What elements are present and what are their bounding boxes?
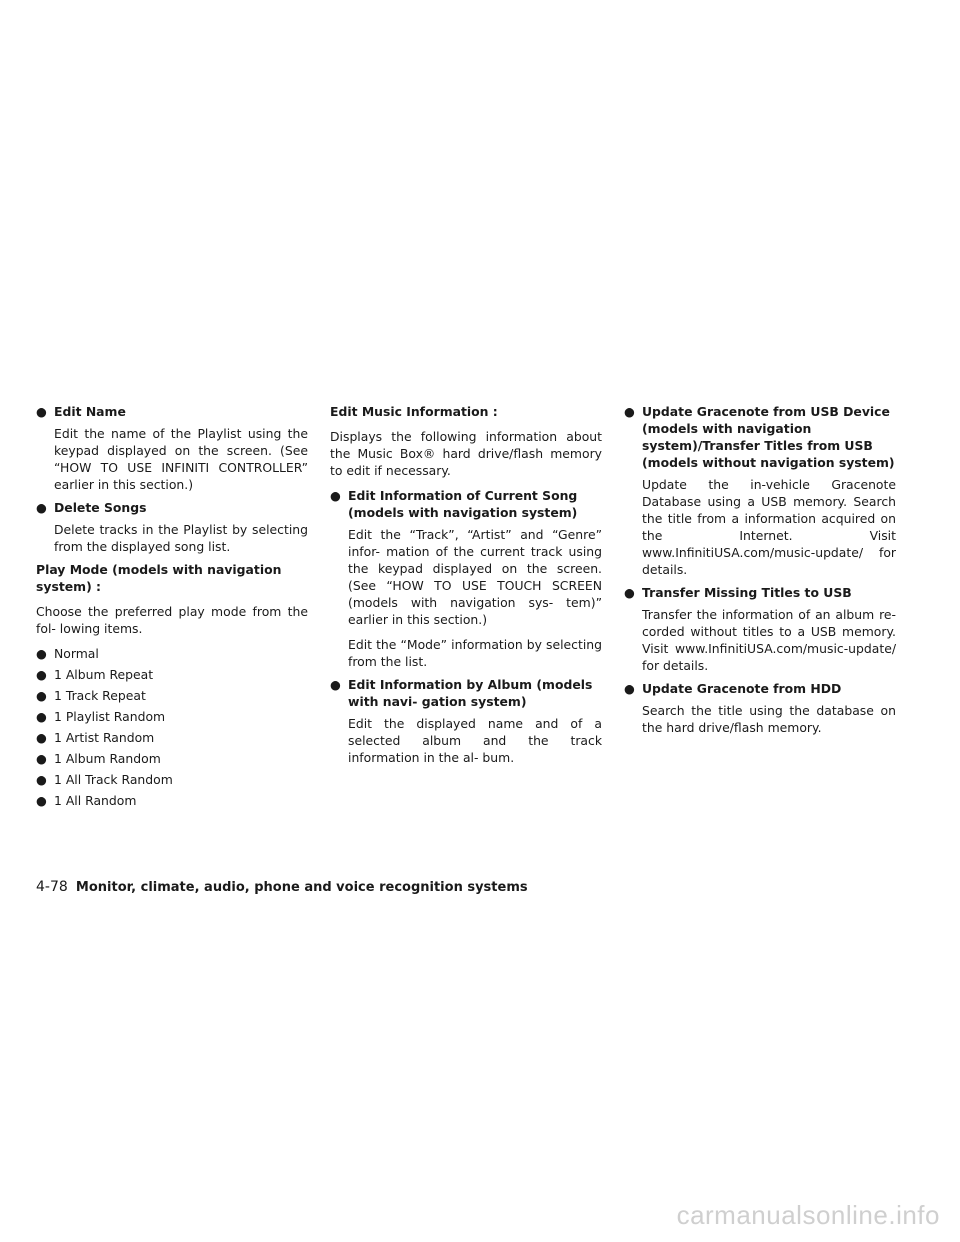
- item-description: Update the in-vehicle Gracenote Database using a USB memory. Search the title from a information acquired on the Internet. Visit www.InfinitiUSA.com/music-update/ for details.: [642, 477, 896, 577]
- item-description: Transfer the information of an album re- corded without titles to a USB memory. Visit www.InfinitiUSA.com/music-update/ for details.: [642, 607, 896, 673]
- column-3: [624, 403, 896, 742]
- item-description: Search the title using the database on the hard drive/flash memory.: [642, 703, 896, 735]
- list-item: [330, 487, 602, 670]
- item-title: Edit Information by Album (models with navi- gation system): [348, 677, 593, 709]
- list-item: [36, 771, 308, 788]
- bullet-icon: ●: [330, 488, 341, 503]
- bullet-icon: ●: [36, 730, 47, 745]
- page-footer: [36, 878, 528, 897]
- watermark: carmanualsonline.info: [676, 1200, 940, 1230]
- bullet-icon: ●: [36, 709, 47, 724]
- bullet-icon: ●: [36, 667, 47, 682]
- item-title: Delete Songs: [54, 500, 147, 515]
- section-heading: Edit Music Information :: [330, 404, 498, 419]
- item-description: Delete tracks in the Playlist by selecting from the displayed song list.: [54, 522, 308, 554]
- list-item: [36, 645, 308, 662]
- list-item: [36, 666, 308, 683]
- item-description: Edit the “Mode” information by selecting from the list.: [348, 637, 602, 669]
- column-2: [330, 403, 602, 772]
- bullet-icon: ●: [36, 404, 47, 419]
- item-description: Edit the displayed name and of a selected album and the track information in the al- bum.: [348, 716, 602, 765]
- list-item: [36, 403, 308, 493]
- page-number: 4-78: [36, 879, 68, 895]
- item-title: Update Gracenote from HDD: [642, 681, 842, 696]
- bullet-icon: ●: [624, 585, 635, 600]
- mode-label: 1 Playlist Random: [54, 709, 166, 724]
- bullet-icon: ●: [330, 677, 341, 692]
- mode-label: 1 All Track Random: [54, 772, 173, 787]
- mode-label: 1 Artist Random: [54, 730, 155, 745]
- list-item: [36, 792, 308, 809]
- mode-label: 1 Track Repeat: [54, 688, 146, 703]
- list-item: [330, 676, 602, 766]
- list-item: [36, 729, 308, 746]
- item-title: Transfer Missing Titles to USB: [642, 585, 852, 600]
- list-item: [36, 708, 308, 725]
- list-item: [624, 584, 896, 674]
- bullet-icon: ●: [36, 688, 47, 703]
- bullet-icon: ●: [36, 772, 47, 787]
- list-item: [36, 687, 308, 704]
- mode-label: 1 Album Repeat: [54, 667, 154, 682]
- bullet-icon: ●: [36, 500, 47, 515]
- item-description: Edit the name of the Playlist using the keypad displayed on the screen. (See “HOW TO USE INFINITI CONTROLLER” earlier in this section.): [54, 426, 308, 492]
- bullet-icon: ●: [624, 404, 635, 419]
- section-title: Monitor, climate, audio, phone and voice recognition systems: [75, 880, 528, 895]
- section-heading: Play Mode (models with navigation system) :: [36, 562, 282, 594]
- mode-label: 1 Album Random: [54, 751, 161, 766]
- section-paragraph: Choose the preferred play mode from the fol- lowing items.: [36, 604, 308, 636]
- bullet-icon: ●: [36, 751, 47, 766]
- bullet-icon: ●: [36, 646, 47, 661]
- item-title: Update Gracenote from USB Device (models with navigation system)/Transfer Titles from USB (models without navigation system): [642, 404, 895, 470]
- item-title: Edit Information of Current Song (models with navigation system): [348, 488, 578, 520]
- section-paragraph: Displays the following information about the Music Box® hard drive/flash memory to edit if necessary.: [330, 429, 602, 478]
- column-1: [36, 403, 308, 813]
- list-item: [624, 403, 896, 578]
- item-description: Edit the “Track”, “Artist” and “Genre” infor- mation of the current track using the keypad displayed on the screen. (See “HOW TO USE TOUCH SCREEN (models with navigation sys- tem)” earlier in this section.): [348, 527, 602, 627]
- bullet-icon: ●: [36, 793, 47, 808]
- bullet-icon: ●: [624, 681, 635, 696]
- list-item: [36, 499, 308, 555]
- mode-label: 1 All Random: [54, 793, 137, 808]
- list-item: [624, 680, 896, 736]
- mode-label: Normal: [54, 646, 99, 661]
- item-title: Edit Name: [54, 404, 126, 419]
- list-item: [36, 750, 308, 767]
